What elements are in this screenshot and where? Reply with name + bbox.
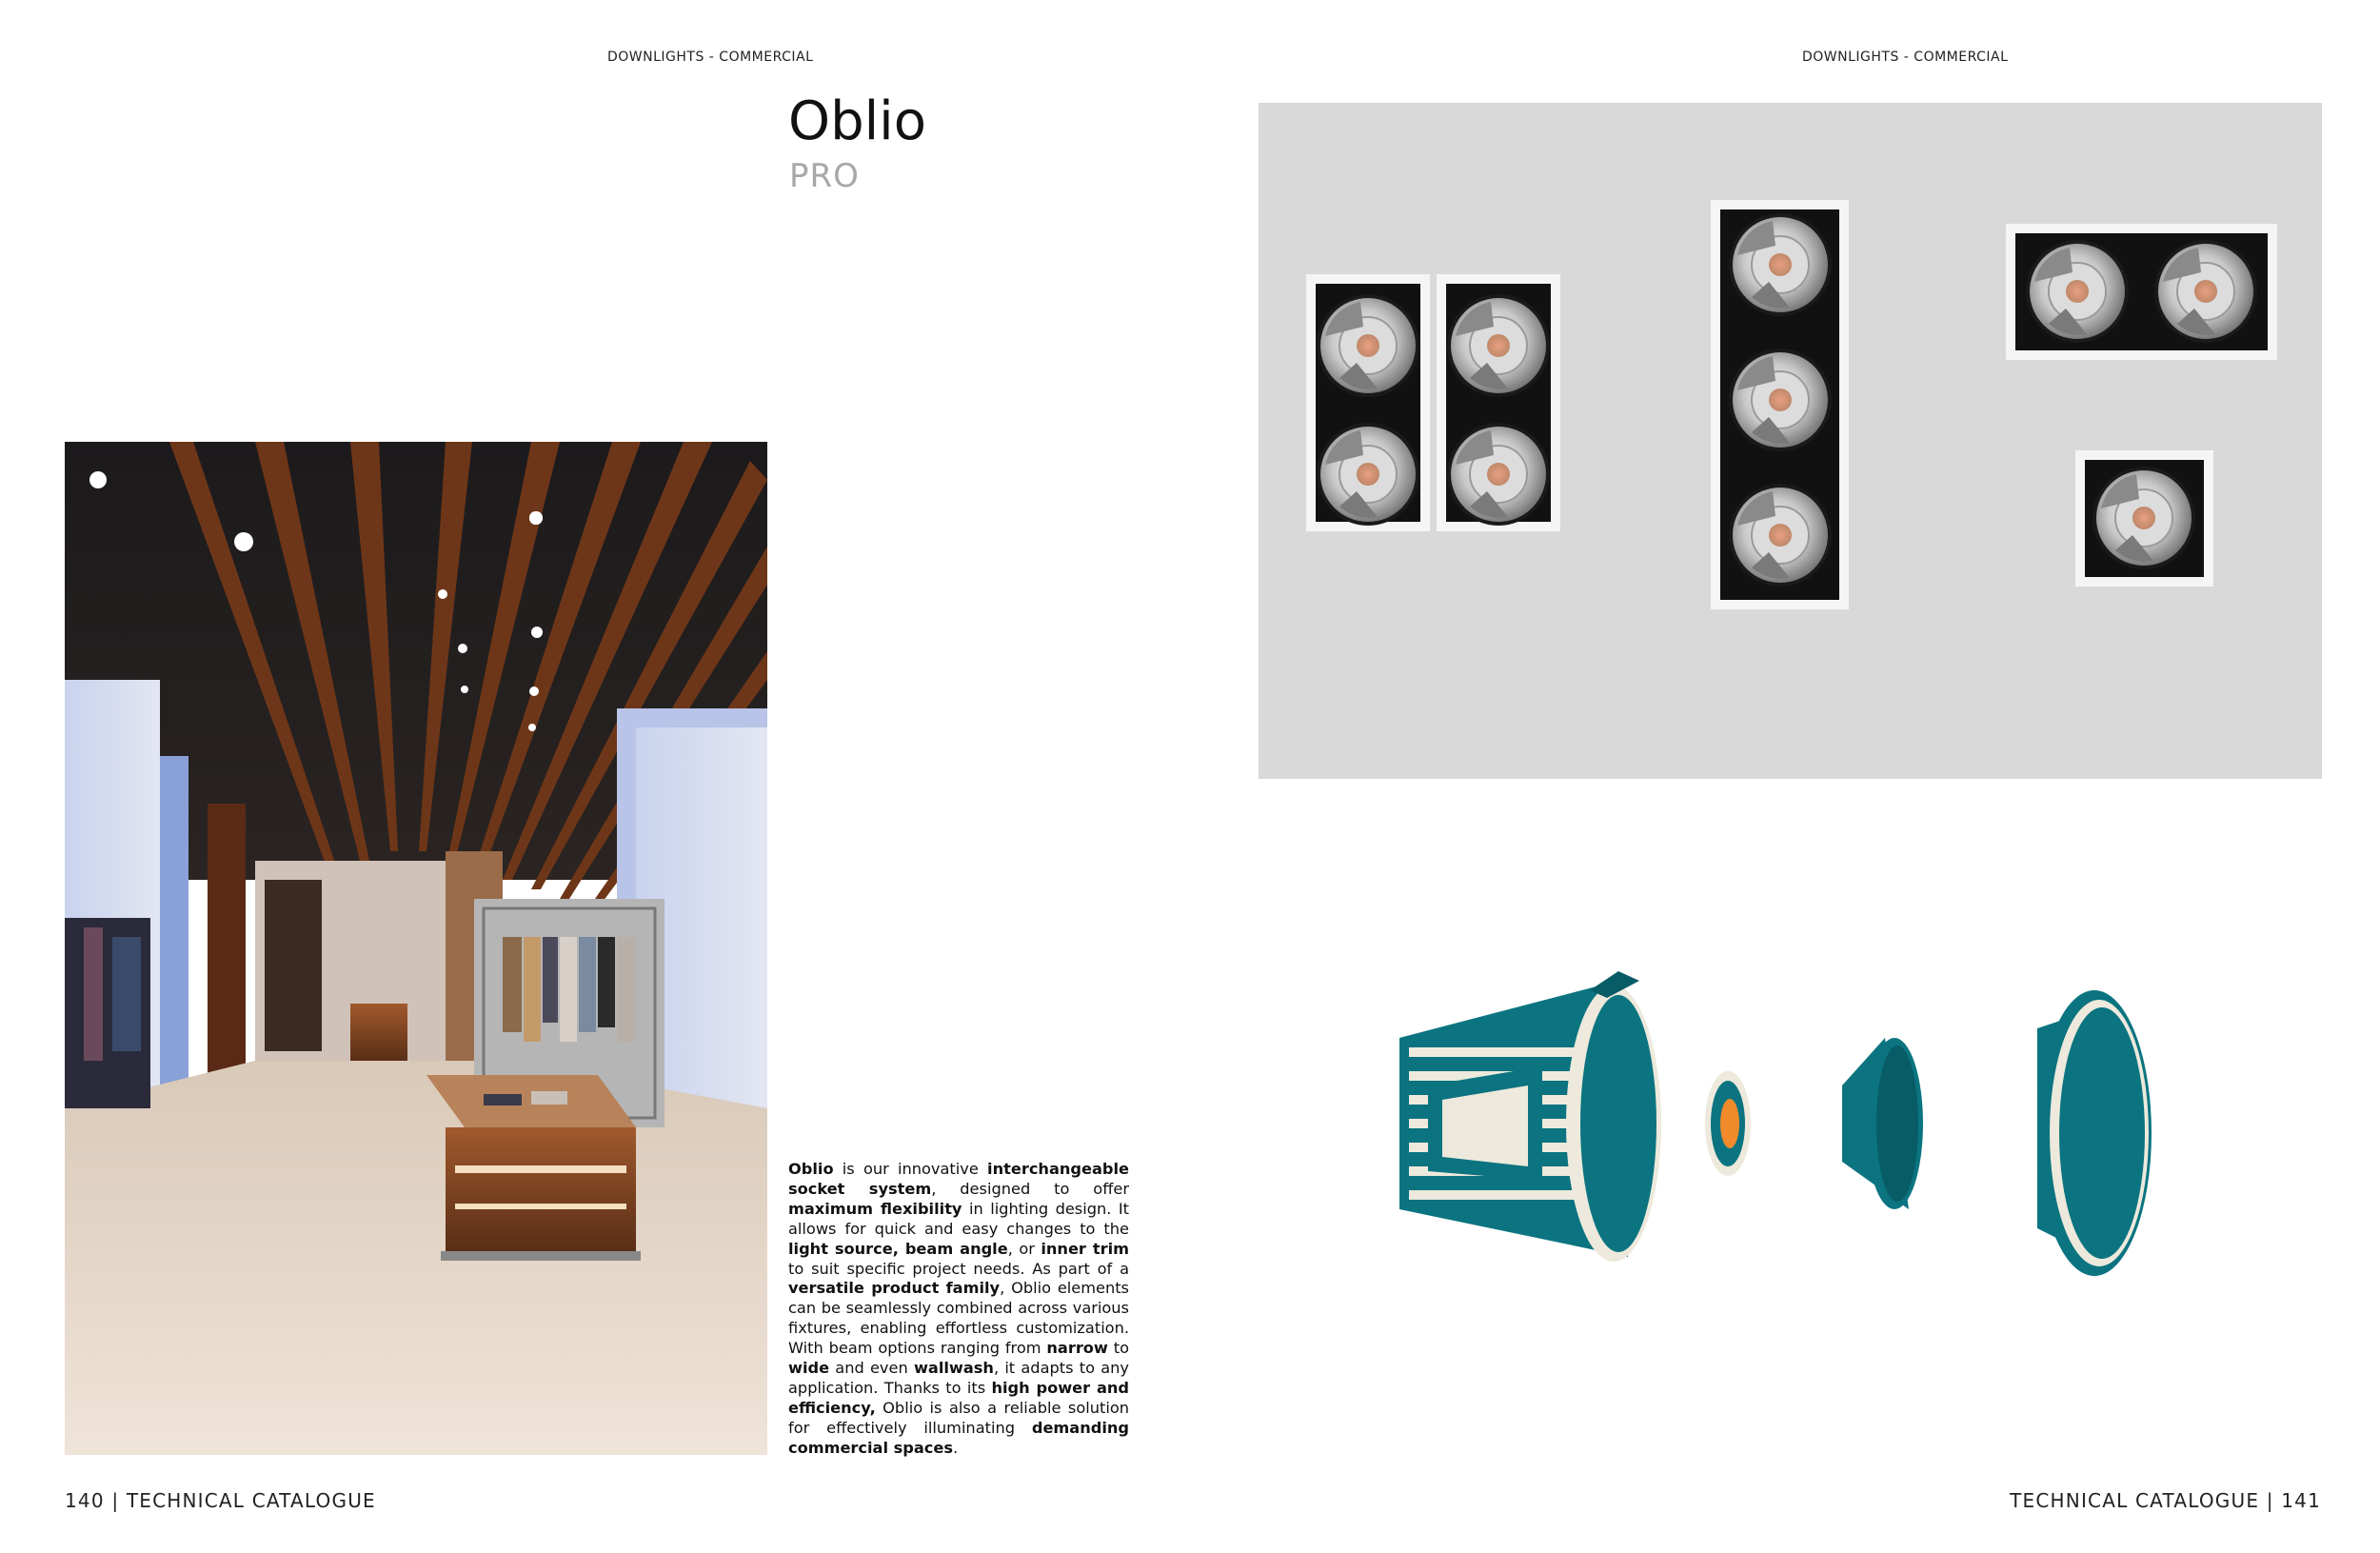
fixture-1x3 — [1711, 200, 1849, 609]
store-interior-photo — [65, 442, 767, 1455]
fixture-2x1 — [2006, 224, 2277, 360]
reflector — [1842, 1038, 1923, 1209]
body-text-bold: wallwash — [913, 1359, 994, 1378]
product-title: Oblio — [788, 90, 927, 152]
body-text-run: , designed to offer — [931, 1179, 1129, 1198]
product-photo — [1259, 103, 2322, 779]
body-text-run: , Oblio elements can be seamlessly combined across various fixtures, enabling effortless customization. With beam options ranging from — [788, 1279, 1129, 1358]
footer-left-page-number: 140 | TECHNICAL CATALOGUE — [65, 1489, 376, 1512]
body-text-bold: narrow — [1046, 1339, 1108, 1358]
body-text-bold: wide — [788, 1359, 830, 1378]
fixture-single — [2075, 450, 2213, 587]
body-text-bold: demanding commercial spaces — [788, 1418, 1129, 1457]
left-section-label: DOWNLIGHTS - COMMERCIAL — [607, 50, 814, 65]
exploded-view-illustration — [1390, 943, 2180, 1304]
body-text-run: and even — [829, 1359, 914, 1378]
trim — [2037, 990, 2152, 1276]
body-text-bold: light source, beam angle — [788, 1239, 1008, 1258]
footer-right-page-number: TECHNICAL CATALOGUE | 141 — [2010, 1489, 2321, 1512]
body-text-run: to — [1107, 1339, 1129, 1358]
body-text-run: . — [953, 1438, 959, 1457]
body-text-bold: inner trim — [1041, 1239, 1130, 1258]
product-description — [788, 1160, 1129, 1459]
body-text-run: is our innovative — [833, 1160, 988, 1178]
body-text-run: , it adapts to any application. Thanks to its — [788, 1359, 1129, 1397]
body-text-bold: interchangeable socket system — [788, 1160, 1129, 1198]
right-section-label: DOWNLIGHTS - COMMERCIAL — [1802, 50, 2009, 65]
housing — [1399, 971, 1661, 1262]
body-text-bold: versatile product family — [788, 1279, 1001, 1298]
fixture-2x2 — [1306, 274, 1560, 531]
body-text-run: , or — [1007, 1239, 1041, 1258]
body-text-run: Oblio is also a reliable solution for effectively illuminating — [788, 1398, 1129, 1437]
body-text-bold: Oblio — [788, 1160, 834, 1178]
product-subtitle: PRO — [789, 157, 860, 195]
body-text-run: in lighting design. It allows for quick and easy changes to the — [788, 1199, 1130, 1238]
body-text-run: to suit specific project needs. As part of a — [788, 1259, 1129, 1278]
body-text-bold: maximum flexibility — [788, 1199, 962, 1218]
led-module — [1705, 1071, 1751, 1176]
body-text-bold: high power and efficiency, — [788, 1378, 1129, 1417]
